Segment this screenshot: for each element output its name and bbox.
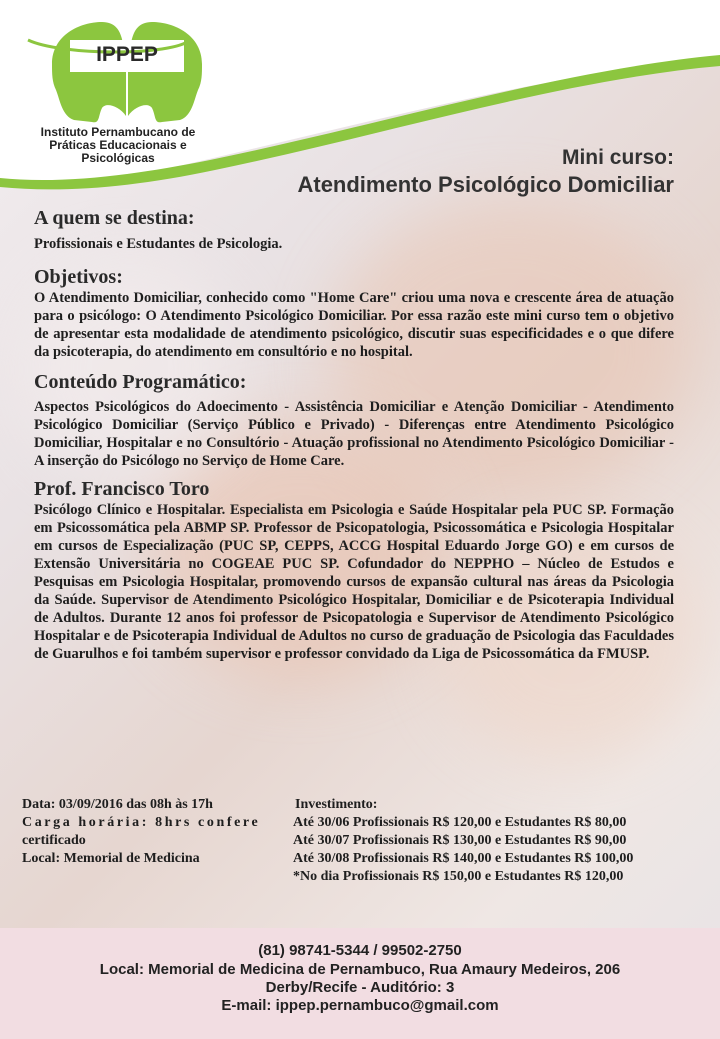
contact-address: Local: Memorial de Medicina de Pernambuco, Rua Amaury Medeiros, 206 <box>99 961 621 978</box>
event-details <box>22 796 297 868</box>
price-row: Até 30/06 Profissionais R$ 120,00 e Estudantes R$ 80,00 <box>293 815 627 830</box>
investment-heading: Investimento: <box>295 797 378 812</box>
audience-heading: A quem se destina: <box>34 207 195 229</box>
course-title <box>297 146 674 198</box>
event-location: Local: Memorial de Medicina <box>22 851 200 866</box>
contact-email: E-mail: ippep.pernambuco@gmail.com <box>221 997 499 1014</box>
professor-section <box>34 478 674 663</box>
professor-bio: Psicólogo Clínico e Hospitalar. Especialista em Psicologia e Saúde Hospitalar pela PUC SP. Formação em Psicossomática pela ABMP SP. Professor de Psicopatologia, Psicossomática e Psicologia Hospitalar em cursos de Especialização (PUC SP, CEPPS, ACCG Hospital Eduardo Jorge GO) e em cursos de Extensão Universitária no COGEAE PUC SP. Cofundador do NEPPHO – Núcleo de Estudos e Pesquisas em Psicologia Hospitalar, promovendo cursos de expansão cultural nas áreas da Psicologia da Saúde. Supervisor de Atendimento Psicológico Hospitalar, Domiciliar e de Psicoterapia Individual de Adultos. Durante 12 anos foi professor de Psicopatologia e Supervisor de Atendimento Psicológico Hospitalar e de Psicoterapia Individual de Adultos no curso de graduação de Psicologia das Faculdades de Guarulhos e foi também supervisor e professor convidado da Liga de Psicossomática da FMUSP. <box>34 502 674 662</box>
price-row: *No dia Profissionais R$ 150,00 e Estudantes R$ 120,00 <box>293 869 624 884</box>
event-date: Data: 03/09/2016 das 08h às 17h <box>22 797 213 812</box>
objectives-section <box>34 266 674 361</box>
contact-footer <box>0 928 720 1039</box>
price-row: Até 30/07 Profissionais R$ 130,00 e Estudantes R$ 90,00 <box>293 833 627 848</box>
investment-block <box>293 796 703 886</box>
price-row: Até 30/08 Profissionais R$ 140,00 e Estudantes R$ 100,00 <box>293 851 634 866</box>
contact-auditorium: Derby/Recife - Auditório: 3 <box>265 979 455 996</box>
institute-name-line: Instituto Pernambucano de <box>40 125 196 139</box>
institute-name-line: Psicológicas <box>81 151 155 165</box>
main-content <box>34 207 674 671</box>
objectives-text: O Atendimento Domiciliar, conhecido como "Home Care" criou uma nova e crescente área de atuação para o psicólogo: O Atendimento Psicológico Domiciliar. Por essa razão este mini curso tem o objetivo de apresentar esta modalidade de atendimento psicológico, discutir suas especificidades e o que difere da psicoterapia, do atendimento em consultório e no hospital. <box>34 290 674 360</box>
event-certificate: certificado <box>22 833 86 848</box>
program-section <box>34 371 674 470</box>
institute-name-line: Práticas Educacionais e <box>49 138 187 152</box>
program-heading: Conteúdo Programático: <box>34 371 247 393</box>
course-name: Atendimento Psicológico Domiciliar <box>297 172 674 197</box>
objectives-heading: Objetivos: <box>34 266 123 288</box>
audience-text: Profissionais e Estudantes de Psicologia. <box>34 236 283 252</box>
event-workload: Carga horária: 8hrs confere <box>22 815 261 830</box>
program-text: Aspectos Psicológicos do Adoecimento - Assistência Domiciliar e Atenção Domiciliar - Atendimento Psicológico Domiciliar (Serviço Público e Privado) - Diferenças entre Atendimento Psicológico Domiciliar, Hospitalar e no Consultório - Atuação profissional no Atendimento Psicológico Domiciliar - A inserção do Psicólogo no Serviço de Home Care. <box>34 399 674 469</box>
logo-acronym: IPPEP <box>96 43 158 66</box>
audience-section <box>34 207 674 253</box>
institute-name <box>28 126 208 165</box>
contact-phones: (81) 98741-5344 / 99502-2750 <box>258 942 462 959</box>
course-type: Mini curso: <box>561 146 674 169</box>
professor-heading: Prof. Francisco Toro <box>34 478 210 500</box>
